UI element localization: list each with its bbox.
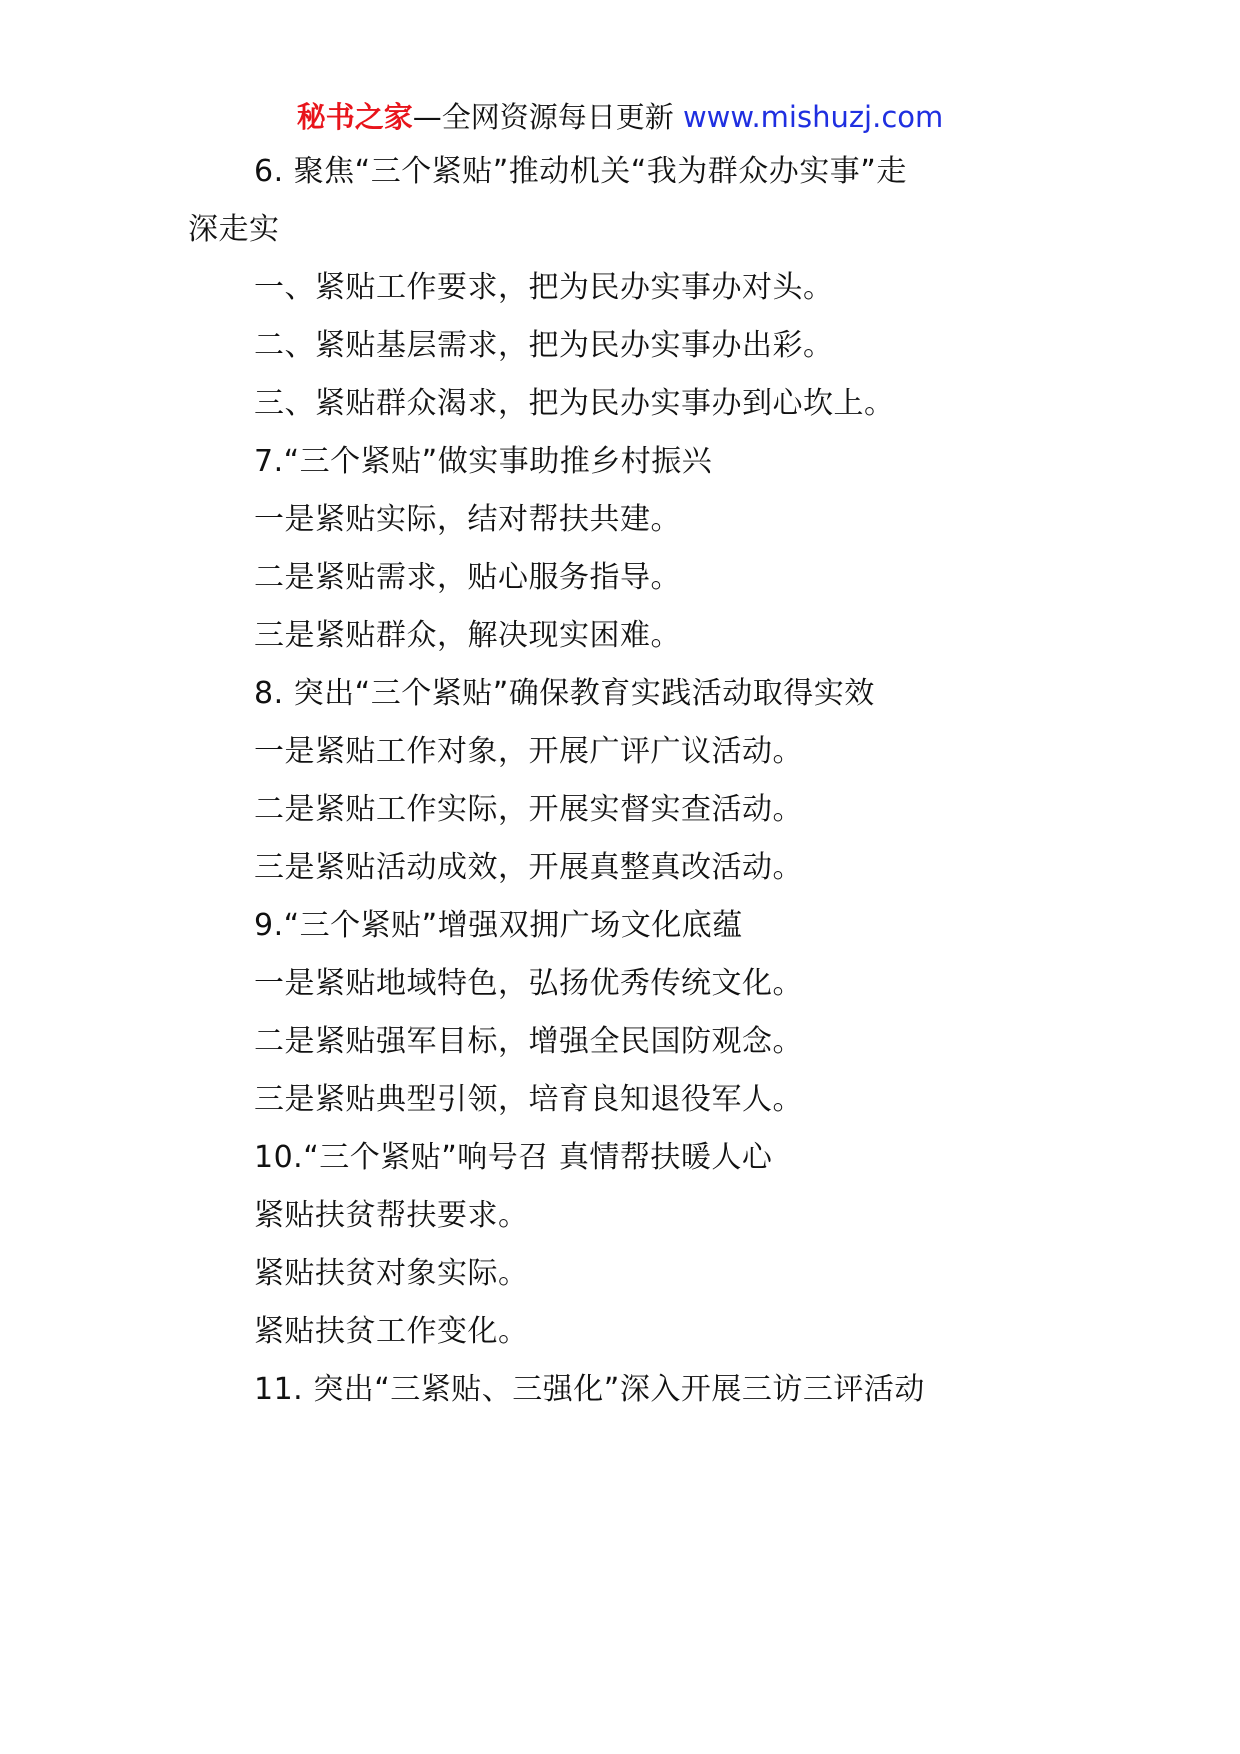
list-item: 三是紧贴典型引领，培育良知退役军人。	[254, 1082, 803, 1117]
section-heading-8: 8. 突出“三个紧贴”确保教育实践活动取得实效	[254, 676, 875, 711]
list-item: 二是紧贴工作实际，开展实督实查活动。	[254, 792, 803, 827]
list-item: 二、紧贴基层需求，把为民办实事办出彩。	[254, 328, 834, 363]
section-heading-6-continued: 深走实	[188, 212, 280, 247]
section-heading-11: 11. 突出“三紧贴、三强化”深入开展三访三评活动	[254, 1372, 925, 1407]
list-item: 二是紧贴强军目标，增强全民国防观念。	[254, 1024, 803, 1059]
section-heading-6: 6. 聚焦“三个紧贴”推动机关“我为群众办实事”走	[254, 154, 907, 189]
list-item: 紧贴扶贫工作变化。	[254, 1314, 529, 1349]
header-slogan: —全网资源每日更新	[412, 100, 674, 134]
list-item: 三是紧贴活动成效，开展真整真改活动。	[254, 850, 803, 885]
site-url-link[interactable]: www.mishuzj.com	[682, 100, 944, 134]
list-item: 一是紧贴地域特色，弘扬优秀传统文化。	[254, 966, 803, 1001]
section-heading-7: 7.“三个紧贴”做实事助推乡村振兴	[254, 444, 713, 479]
list-item: 紧贴扶贫帮扶要求。	[254, 1198, 529, 1233]
brand-name: 秘书之家	[296, 100, 413, 134]
list-item: 紧贴扶贫对象实际。	[254, 1256, 529, 1291]
section-heading-10: 10.“三个紧贴”响号召 真情帮扶暖人心	[254, 1140, 773, 1175]
list-item: 二是紧贴需求，贴心服务指导。	[254, 560, 681, 595]
section-heading-9: 9.“三个紧贴”增强双拥广场文化底蕴	[254, 908, 743, 943]
list-item: 一是紧贴实际，结对帮扶共建。	[254, 502, 681, 537]
list-item: 一是紧贴工作对象，开展广评广议活动。	[254, 734, 803, 769]
list-item: 一、紧贴工作要求，把为民办实事办对头。	[254, 270, 834, 305]
list-item: 三、紧贴群众渴求，把为民办实事办到心坎上。	[254, 386, 895, 421]
list-item: 三是紧贴群众，解决现实困难。	[254, 618, 681, 653]
